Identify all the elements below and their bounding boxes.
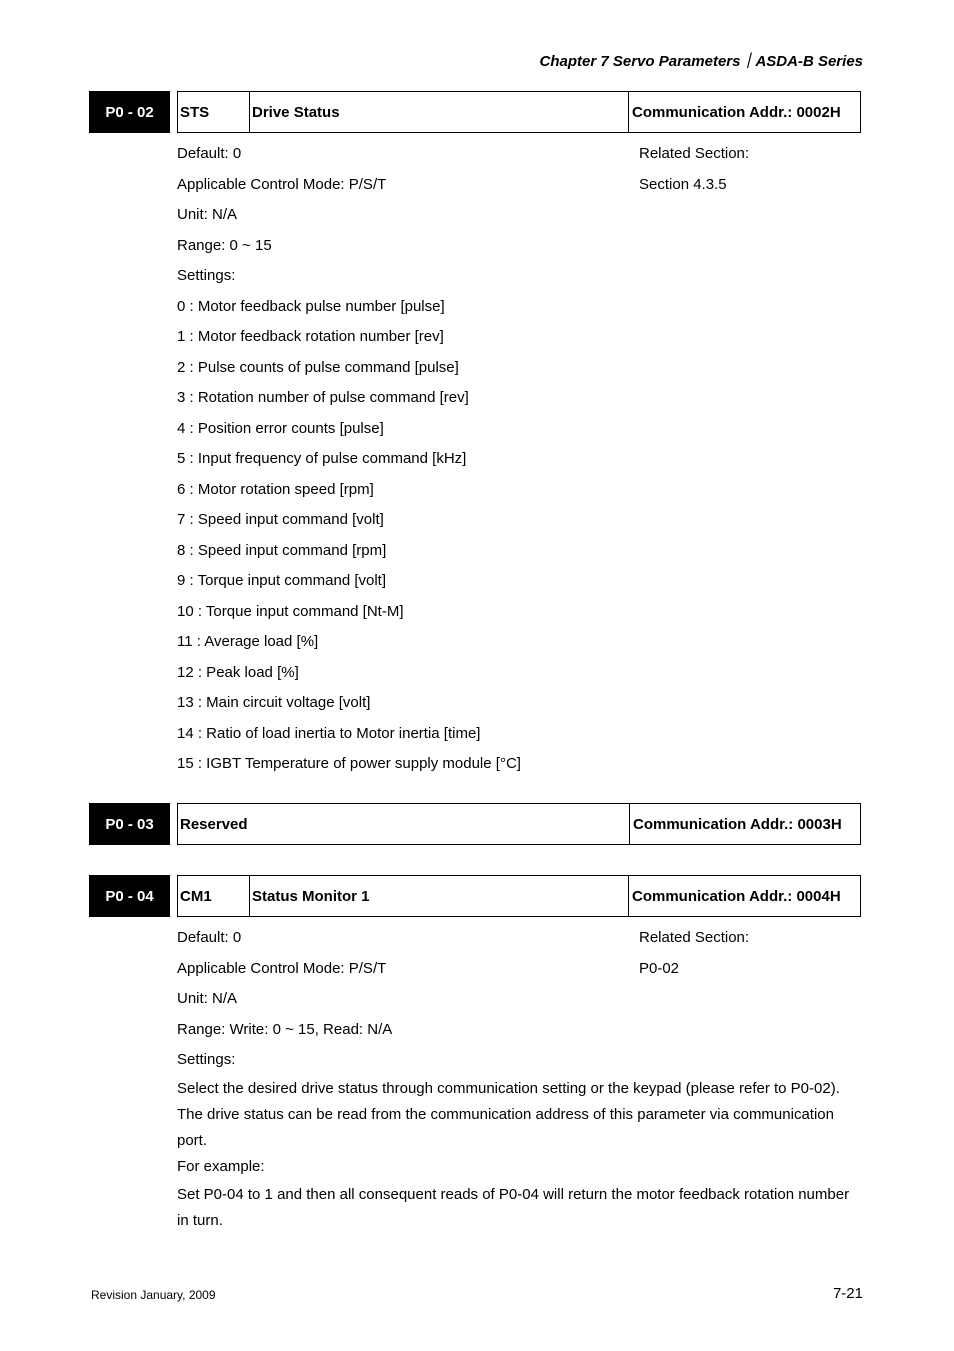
range: Range: 0 ~ 15 [177,236,272,254]
param-title-box [177,803,861,845]
setting-item: 6 : Motor rotation speed [rpm] [177,480,374,498]
related-section-p0-02 [639,145,749,206]
setting-item: 10 : Torque input command [Nt-M] [177,602,404,620]
setting-item: 12 : Peak load [%] [177,663,299,681]
related-value: P0-02 [639,959,680,977]
unit: Unit: N/A [177,990,238,1007]
setting-item: 11 : Average load [%] [177,633,319,650]
unit: Unit: N/A [177,206,238,223]
param-comm-addr: Communication Addr.: 0002H [632,103,841,121]
revision-footer: Revision January, 2009 [91,1288,216,1302]
param-name: Reserved [178,804,630,844]
range: Range: Write: 0 ~ 15, Read: N/A [177,1020,393,1038]
default-value: Default: 0 [177,929,242,946]
setting-item: 0 : Motor feedback pulse number [pulse] [177,297,445,315]
param-abbr: STS [178,92,250,132]
setting-item: 7 : Speed input command [volt] [177,511,384,528]
related-value: Section 4.3.5 [639,175,727,193]
param-comm-addr: Communication Addr.: 0003H [633,815,842,833]
param-name: Status Monitor 1 [250,876,629,916]
param-code: P0 - 02 [89,91,170,133]
setting-item: 15 : IGBT Temperature of power supply module [°C] [177,755,521,772]
example-label: For example: [177,1157,265,1175]
control-mode: Applicable Control Mode: P/S/T [177,959,387,977]
default-value: Default: 0 [177,145,242,162]
setting-item: 13 : Main circuit voltage [volt] [177,694,371,711]
control-mode: Applicable Control Mode: P/S/T [177,175,387,193]
description-paragraph: Select the desired drive status through communication setting or the keypad (please refer to P0-02). The drive status can be read from the communication address of this parameter via communication port. [177,1079,840,1149]
setting-item: 9 : Torque input command [volt] [177,572,387,589]
setting-item: 14 : Ratio of load inertia to Motor inertia [time] [177,724,481,742]
setting-item: 1 : Motor feedback rotation number [rev] [177,328,444,345]
chapter-header: Chapter 7 Servo Parameters｜ASDA-B Series [539,53,863,70]
setting-item: 2 : Pulse counts of pulse command [pulse] [177,358,459,376]
related-section-p0-04 [639,929,749,990]
param-code: P0 - 03 [89,803,170,845]
page-number: 7-21 [832,1285,863,1302]
param-code: P0 - 04 [89,875,170,917]
param-comm-addr: Communication Addr.: 0004H [632,887,841,905]
related-label: Related Section: [639,145,750,162]
setting-item: 5 : Input frequency of pulse command [kHz] [177,450,467,467]
param-p0-04-details [177,929,861,1234]
settings-label: Settings: [177,267,236,284]
param-p0-02-details [177,145,521,786]
setting-item: 3 : Rotation number of pulse command [rev] [177,389,469,406]
param-title-box [177,91,861,133]
settings-label: Settings: [177,1051,236,1068]
example-paragraph: Set P0-04 to 1 and then all consequent reads of P0-04 will return the motor feedback rotation number in turn. [177,1186,850,1229]
param-title-box [177,875,861,917]
setting-item: 4 : Position error counts [pulse] [177,419,384,437]
related-label: Related Section: [639,929,750,946]
param-name: Drive Status [250,92,629,132]
setting-item: 8 : Speed input command [rpm] [177,541,387,559]
param-abbr: CM1 [178,876,250,916]
